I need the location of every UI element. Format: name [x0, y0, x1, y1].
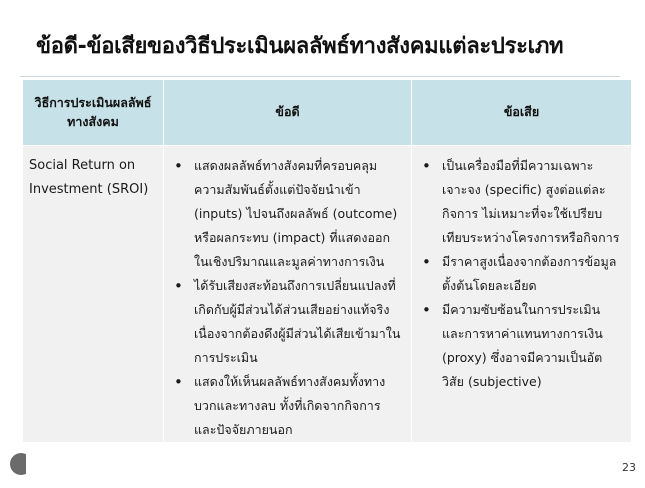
- title-divider: [20, 76, 620, 77]
- header-disadvantages: ข้อเสีย: [412, 80, 632, 146]
- advantage-item: • แสดงผลลัพธ์ทางสังคมที่ครอบคลุมความสัมพันธ์ตั้งแต่ปัจจัยนำเข้า (inputs) ไปจนถึงผลลัพธ์ (outcome) หรือผลกระทบ (impact) ที่แสดงออกในเชิงปริมาณและมูลค่าทางการเงิน: [194, 154, 401, 274]
- table-header-row: [23, 80, 632, 146]
- disadvantage-item: • เป็นเครื่องมือที่มีความเฉพาะเจาะจง (specific) สูงต่อแต่ละกิจการ ไม่เหมาะที่จะใช้เปรียบเทียบระหว่างโครงการหรือกิจการ: [442, 154, 621, 250]
- header-advantages: ข้อดี: [164, 80, 412, 146]
- table-row: [23, 146, 632, 443]
- page-number: 23: [622, 461, 636, 474]
- advantages-cell: [164, 146, 412, 443]
- advantage-item: • ได้รับเสียงสะท้อนถึงการเปลี่ยนแปลงที่เกิดกับผู้มีส่วนได้ส่วนเสียอย่างแท้จริง เนื่องจากต้องดึงผู้มีส่วนได้เสียเข้ามาในการประเมิน: [194, 274, 401, 370]
- slide-title: ข้อดี-ข้อเสียของวิธีประเมินผลลัพธ์ทางสังคมแต่ละประเภท: [36, 34, 564, 59]
- disadvantages-list: [418, 154, 625, 394]
- advantages-list: [170, 154, 405, 442]
- header-method: วิธีการประเมินผลลัพธ์ทางสังคม: [23, 80, 164, 146]
- disadvantage-item: • มีความซับซ้อนในการประเมินและการหาค่าแทนทางการเงิน (proxy) ซึ่งอาจมีความเป็นอัตวิสัย (subjective): [442, 298, 621, 394]
- disadvantages-cell: [412, 146, 632, 443]
- method-name-cell: Social Return on Investment (SROI): [23, 146, 164, 443]
- logo-icon: [10, 452, 26, 476]
- disadvantage-item: • มีราคาสูงเนื่องจากต้องการข้อมูลตั้งต้นโดยละเอียด: [442, 250, 621, 298]
- advantage-item: • แสดงให้เห็นผลลัพธ์ทางสังคมทั้งทางบวกและทางลบ ทั้งที่เกิดจากกิจการและปัจจัยภายนอก: [194, 370, 401, 442]
- comparison-table: [22, 79, 632, 443]
